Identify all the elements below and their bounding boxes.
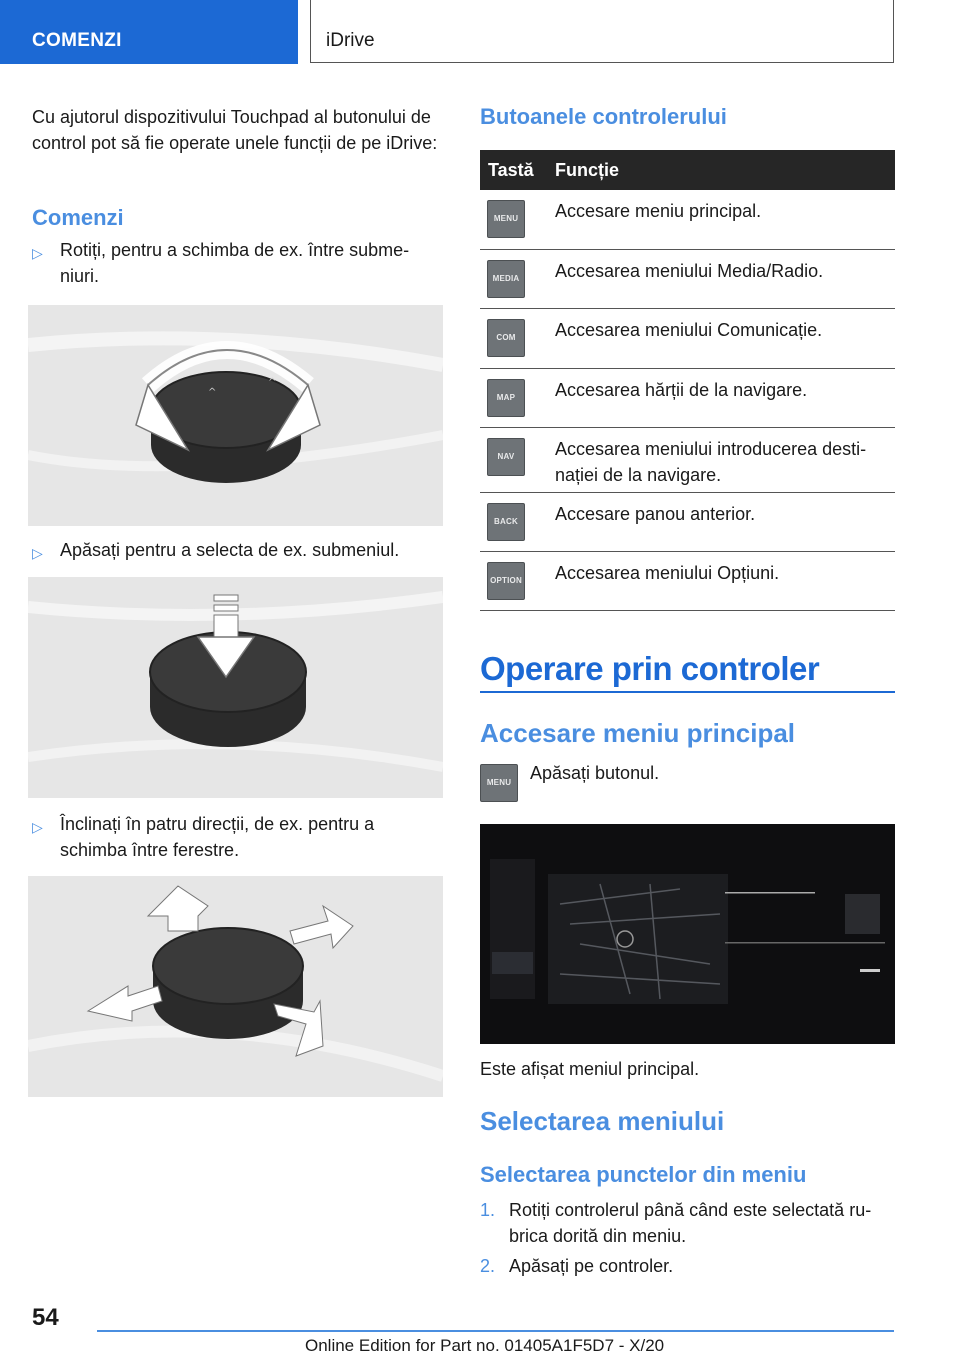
- col-key-header: Tastă: [488, 160, 534, 180]
- step-text: Apăsați pe controler.: [509, 1256, 674, 1276]
- bullet-item: [32, 811, 442, 863]
- table-header: [480, 150, 895, 190]
- bullet-item: [32, 537, 442, 563]
- footer-edition: Online Edition for Part no. 01405A1F5D7 - X/20: [305, 1336, 665, 1355]
- bullet-text-cont: niuri.: [60, 266, 100, 286]
- row-function: Accesarea meniului introducerea desti‐ nației de la navigare.: [555, 439, 867, 485]
- bullet-text-cont: schimba între ferestre.: [60, 840, 240, 860]
- controller-press-image: [28, 577, 443, 798]
- table-row: [480, 190, 895, 250]
- page-number: 54: [32, 1304, 59, 1331]
- step-number: 2.: [480, 1256, 496, 1276]
- step-number: 1.: [480, 1200, 496, 1220]
- chapter-tab: [310, 0, 894, 63]
- row-function: Accesarea meniului Media/Radio.: [555, 261, 824, 281]
- controller-section-title: Operare prin controler: [480, 650, 820, 687]
- controller-tilt-image: [28, 876, 443, 1097]
- select-items-heading: Selectarea punctelor din meniu: [480, 1162, 807, 1187]
- list-item: [480, 1253, 895, 1279]
- row-function: Accesarea meniului Comunicație.: [555, 320, 823, 340]
- intro-paragraph: Cu ajutorul dispozitivului Touchpad al butonului de control pot să fie operate unele funcții de pe iDrive:: [32, 107, 438, 153]
- section-tab: [0, 0, 298, 64]
- menu-key-icon: MENU: [487, 200, 525, 238]
- main-menu-shown-text: Este afișat meniul principal.: [480, 1059, 700, 1079]
- triangle-right-icon: ▷: [32, 245, 43, 261]
- list-item: [480, 1197, 895, 1249]
- table-row: [480, 369, 895, 428]
- row-function: Accesarea meniului Opțiuni.: [555, 563, 780, 583]
- com-key-icon: COM: [487, 319, 525, 357]
- step-text: Rotiți controlerul până când este selectată ru‐: [509, 1200, 872, 1220]
- main-menu-heading: Accesare meniu principal: [480, 718, 796, 748]
- buttons-heading: Butoanele controlerului: [480, 104, 727, 129]
- chapter-label: iDrive: [326, 30, 375, 51]
- section-label: COMENZI: [32, 30, 122, 51]
- nav-key-icon: NAV: [487, 438, 525, 476]
- row-function: Accesarea hărții de la navigare.: [555, 380, 808, 400]
- controller-rotate-image: [28, 305, 443, 526]
- bullet-item: [32, 237, 442, 289]
- table-row: [480, 250, 895, 309]
- option-key-icon: OPTION: [487, 562, 525, 600]
- menu-key-icon: MENU: [480, 764, 518, 802]
- footer-divider: [97, 1330, 894, 1332]
- table-row: [480, 309, 895, 369]
- bullet-text: Apăsați pentru a selecta de ex. submeniul.: [60, 540, 400, 560]
- table-row: [480, 493, 895, 552]
- press-button-text: Apăsați butonul.: [530, 763, 660, 783]
- triangle-right-icon: ▷: [32, 545, 43, 561]
- row-function: Accesare panou anterior.: [555, 504, 756, 524]
- bullet-text: Rotiți, pentru a schimba de ex. între subme‐: [60, 240, 410, 260]
- row-function: Accesare meniu principal.: [555, 201, 762, 221]
- svg-text:^: ^: [268, 377, 277, 388]
- col-function-header: Funcție: [555, 160, 620, 180]
- triangle-right-icon: ▷: [32, 819, 43, 835]
- table-row: [480, 428, 895, 493]
- media-key-icon: MEDIA: [487, 260, 525, 298]
- map-key-icon: MAP: [487, 379, 525, 417]
- select-menu-heading: Selectarea meniului: [480, 1106, 725, 1136]
- bullet-text: Înclinați în patru direcții, de ex. pentru a: [60, 814, 375, 834]
- svg-text:^: ^: [208, 387, 217, 398]
- title-divider: [480, 691, 895, 693]
- back-key-icon: BACK: [487, 503, 525, 541]
- step-text-cont: brica dorită din meniu.: [509, 1226, 687, 1246]
- idrive-main-menu-screenshot: [480, 824, 895, 1044]
- comenzi-heading: Comenzi: [32, 205, 124, 230]
- table-row: [480, 552, 895, 611]
